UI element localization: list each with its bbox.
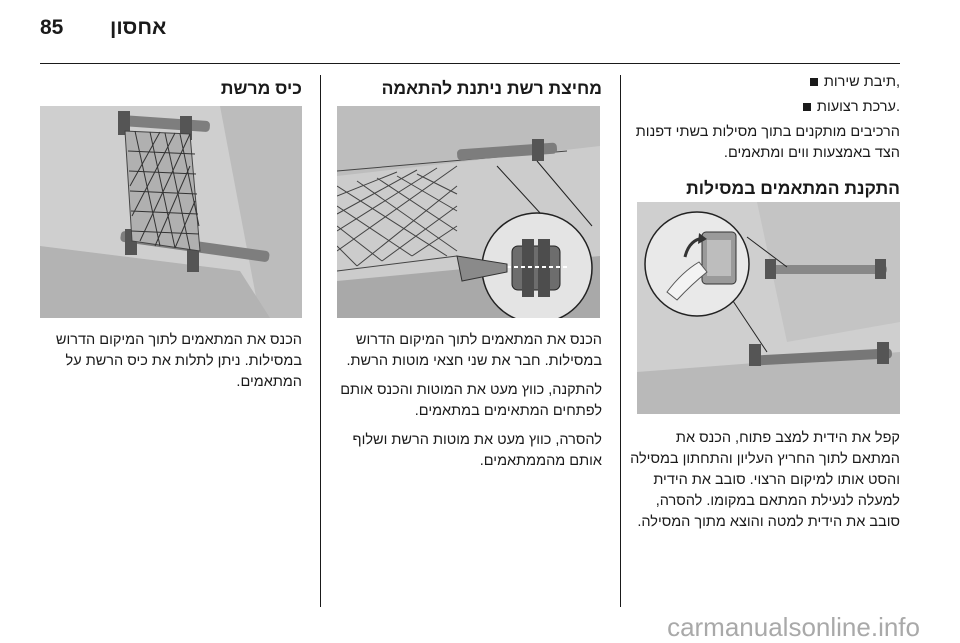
heading-adjustable-net: מחיצת רשת ניתנת להתאמה xyxy=(381,78,602,98)
net-pocket-illustration xyxy=(40,106,302,318)
left-column xyxy=(40,78,302,99)
section-title: אחסון xyxy=(110,16,167,39)
bullet-item xyxy=(630,97,900,118)
bullet-text: .ערכת רצועות xyxy=(816,99,900,115)
bullet-square-icon xyxy=(803,103,811,111)
right-column-body xyxy=(630,428,900,541)
heading-net-pocket: כיס מרשת xyxy=(220,78,302,98)
net-paragraph-1: הכנס את המתאמים לתוך המיקום הדרוש במסילות. חבר את שני חצאי מוטות הרשת. xyxy=(346,332,602,369)
net-paragraph-2: להתקנה, כווץ מעט את המוטות והכנס אותם לפתחים המתאימים במתאמים. xyxy=(340,382,602,419)
adapter-install-illustration xyxy=(637,202,900,414)
bullet-square-icon xyxy=(810,78,818,86)
figure-net-partition xyxy=(337,106,600,318)
bullet-item xyxy=(630,72,900,93)
middle-column xyxy=(330,78,602,99)
figure-net-pocket xyxy=(40,106,302,318)
intro-paragraph: הרכיבים מותקנים בתוך מסילות בשתי דפנות הצד באמצעות ווים ומתאמים. xyxy=(635,124,900,161)
net-partition-illustration xyxy=(337,106,600,318)
net-paragraph-3: להסרה, כווץ מעט את מוטות הרשת ושלוף אותם מהממתאמים. xyxy=(352,432,602,469)
column-divider-left xyxy=(320,75,321,607)
page-number: 85 xyxy=(40,16,64,39)
left-column-body xyxy=(40,330,302,401)
middle-column-body xyxy=(330,330,602,480)
watermark: carmanualsonline.info xyxy=(667,612,920,642)
bullet-text: ,תיבת שירות xyxy=(823,74,900,90)
figure-adapter-install xyxy=(637,202,900,414)
page-header xyxy=(40,16,900,52)
net-pocket-paragraph: הכנס את המתאמים לתוך המיקום הדרוש במסילות. ניתן לתלות את כיס הרשת על המתאמים. xyxy=(55,332,302,390)
column-divider-right xyxy=(620,75,621,607)
right-column xyxy=(630,72,900,199)
install-adapters-paragraph: קפל את הידית למצב פתוח, הכנס את המתאם לתוך החריץ העליון והתחתון במסילה והסט אותו למיקום הרצוי. סובב את הידית למעלה לנעילת המתאם במקומו. להסרה, סובב את הידית למטה והוצא מתוך המסילה. xyxy=(630,430,900,530)
header-divider xyxy=(40,63,900,64)
heading-install-adapters: התקנת המתאמים במסילות xyxy=(686,178,900,198)
